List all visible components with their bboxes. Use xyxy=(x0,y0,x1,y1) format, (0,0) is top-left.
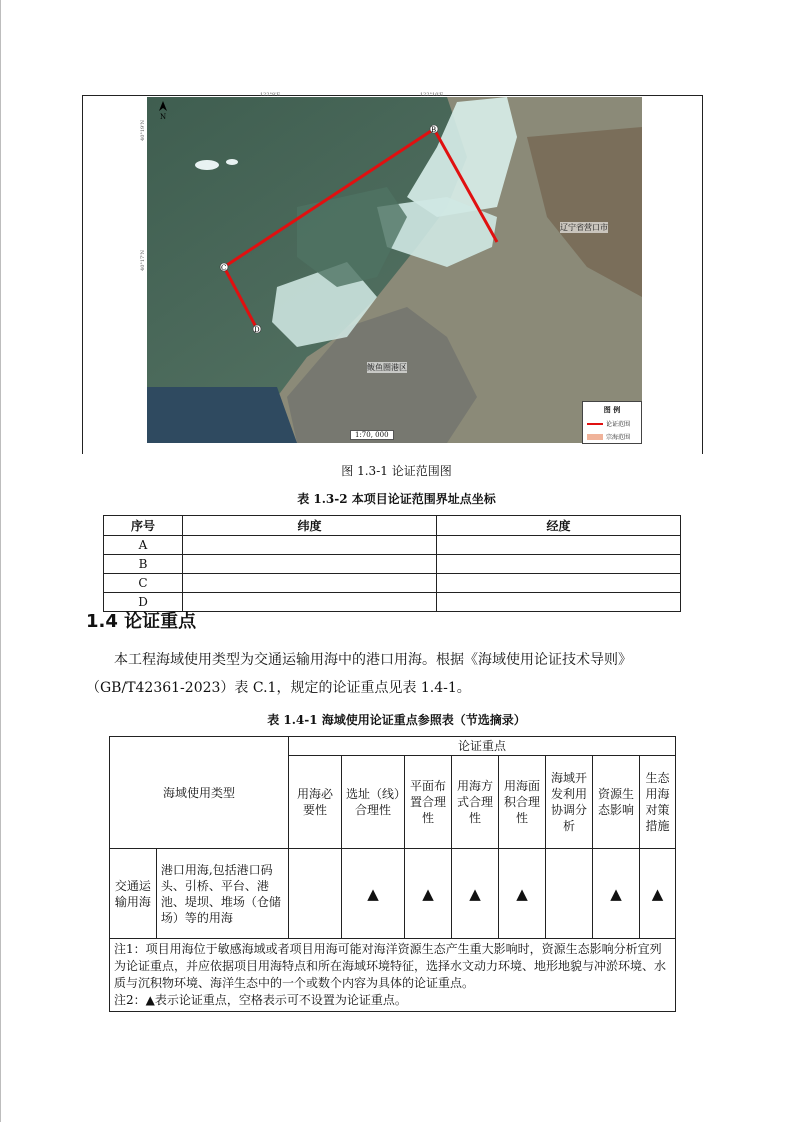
place-label-yingkou: 辽宁省营口市 xyxy=(560,223,608,232)
legend-title: 图 例 xyxy=(603,405,621,414)
category-cell: 交通运输用海 xyxy=(110,849,157,939)
col-header: 纬度 xyxy=(183,516,437,536)
subtype-cell: 港口用海,包括港口码头、引桥、平台、港池、堤坝、堆场（仓储场）等的用海 xyxy=(156,849,288,939)
col-header: 海域开发利用协调分析 xyxy=(546,756,593,849)
islet xyxy=(226,159,238,165)
lat-tick-label: 40°19'N xyxy=(140,120,146,141)
lat-cell xyxy=(183,555,437,574)
point-c-label: C xyxy=(221,264,227,272)
lat-cell xyxy=(183,574,437,593)
col-header: 生态用海对策措施 xyxy=(640,756,676,849)
type-header: 海域使用类型 xyxy=(110,737,289,849)
map-scale: 1:70, 000 xyxy=(350,430,394,440)
north-label: N xyxy=(160,113,167,121)
table-header-row xyxy=(110,737,676,756)
col-header: 用海方式合理性 xyxy=(452,756,499,849)
deep-water xyxy=(147,387,297,443)
point-id: B xyxy=(104,555,183,574)
coord-table xyxy=(103,515,681,612)
mark-cell: ▲ xyxy=(405,849,452,939)
mark-cell: ▲ xyxy=(452,849,499,939)
table-header-row xyxy=(104,516,681,536)
table-row xyxy=(104,536,681,555)
section-heading: 1.4 论证重点 xyxy=(86,611,197,632)
mark-cell: ▲ xyxy=(593,849,640,939)
mark-cell xyxy=(546,849,593,939)
mark-cell: ▲ xyxy=(499,849,546,939)
lon-cell xyxy=(437,574,681,593)
site-map xyxy=(147,97,642,443)
col-header: 选址（线）合理性 xyxy=(342,756,405,849)
table-notes xyxy=(110,939,676,1012)
islet xyxy=(195,160,219,170)
mark-cell: ▲ xyxy=(640,849,676,939)
lat-cell xyxy=(183,593,437,612)
lat-cell xyxy=(183,536,437,555)
legend-item-label: 宗海范围 xyxy=(606,434,631,441)
point-b-label: B xyxy=(431,126,437,134)
lon-cell xyxy=(437,555,681,574)
col-header: 资源生态影响 xyxy=(593,756,640,849)
legend-item xyxy=(587,432,641,441)
point-d-label: D xyxy=(254,326,260,334)
legend-item-label: 论证范围 xyxy=(606,421,631,428)
note-1: 注1：项目用海位于敏感海域或者项目用海可能对海洋资源生态产生重大影响时，资源生态影响分析宜列为论证重点，并应依据项目用海特点和所在海域环境特征，选择水文动力环境、地形地貌与冲淤环境、水质与沉积物环境、海洋生态中的一个或数个内容为具体的论证重点。 xyxy=(114,942,667,990)
note-row xyxy=(110,939,676,1012)
note-2: 注2：▲表示论证重点，空格表示可不设置为论证重点。 xyxy=(114,993,407,1007)
table-row xyxy=(110,849,676,939)
zone-swatch-icon xyxy=(587,434,603,440)
place-label-bayuquan: 鲅鱼圈港区 xyxy=(367,363,407,372)
lon-cell xyxy=(437,536,681,555)
section-paragraph: 本工程海域使用类型为交通运输用海中的港口用海。根据《海域使用论证技术导则》（GB/T42361-2023）表 C.1，规定的论证重点见表 1.4-1。 xyxy=(86,652,632,696)
lon-cell xyxy=(437,593,681,612)
focus-table-title: 表 1.4-1 海域使用论证重点参照表（节选摘录） xyxy=(267,713,526,727)
focus-table xyxy=(109,736,676,1012)
legend-item xyxy=(587,419,641,428)
mark-cell xyxy=(289,849,342,939)
col-header: 序号 xyxy=(104,516,183,536)
table-row xyxy=(104,574,681,593)
col-header: 平面布置合理性 xyxy=(405,756,452,849)
lon-tick-label: 122°8'E xyxy=(260,92,281,98)
boundary-swatch-icon xyxy=(587,423,603,425)
mark-cell: ▲ xyxy=(342,849,405,939)
point-id: C xyxy=(104,574,183,593)
figure-caption: 图 1.3-1 论证范围图 xyxy=(341,464,452,478)
point-id: A xyxy=(104,536,183,555)
table-row xyxy=(104,555,681,574)
col-header: 用海面积合理性 xyxy=(499,756,546,849)
map-legend xyxy=(582,401,642,444)
lat-tick-label: 40°17'N xyxy=(140,250,146,271)
lon-tick-label: 122°10'E xyxy=(420,92,444,98)
point-id: D xyxy=(104,593,183,612)
coord-table-title: 表 1.3-2 本项目论证范围界址点坐标 xyxy=(297,492,496,506)
group-header: 论证重点 xyxy=(289,737,676,756)
col-header: 经度 xyxy=(437,516,681,536)
page-edge xyxy=(0,0,1,1122)
col-header: 用海必要性 xyxy=(289,756,342,849)
